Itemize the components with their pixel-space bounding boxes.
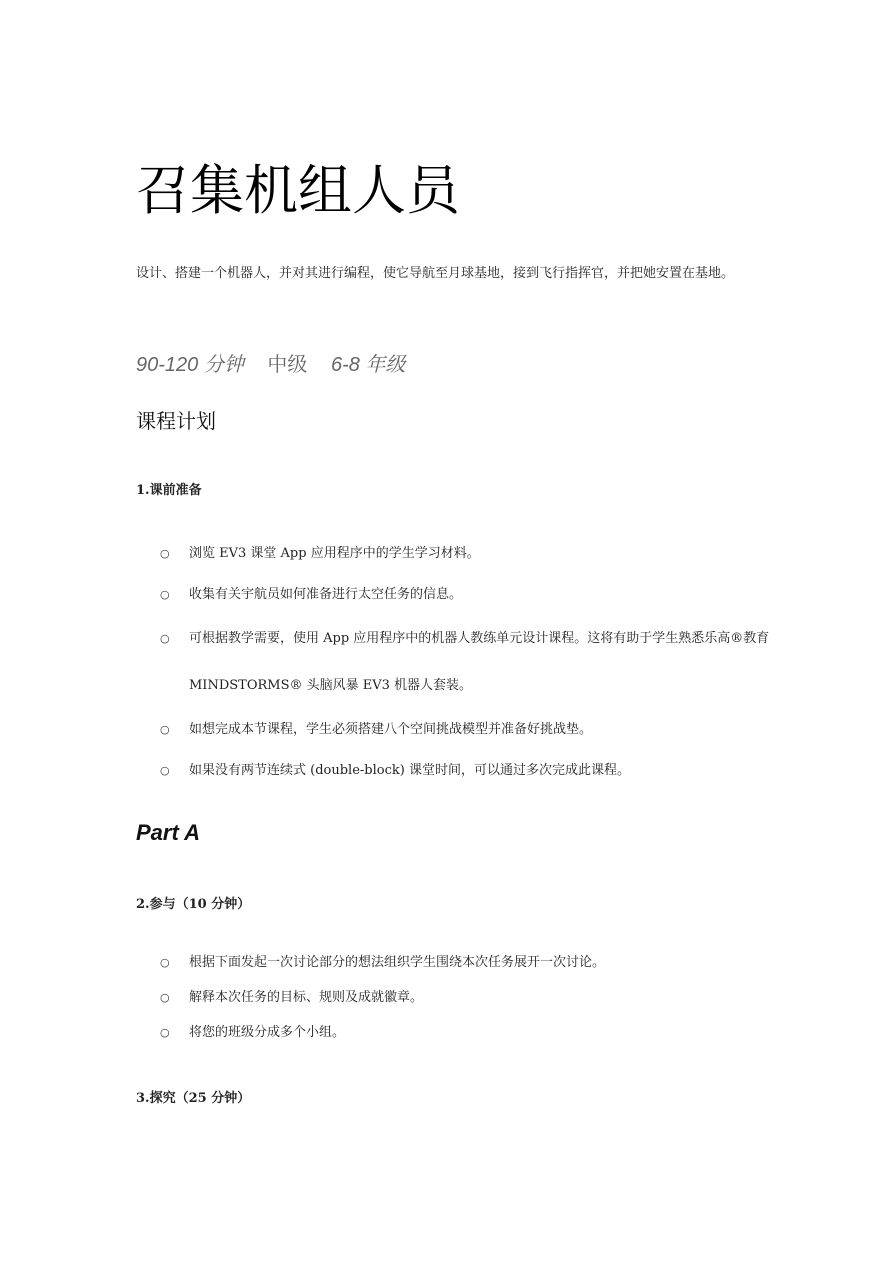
list-item: ○ 解释本次任务的目标、规则及成就徽章。 bbox=[160, 980, 770, 1015]
section-heading-prep: 1.课前准备 bbox=[136, 483, 202, 498]
part-a-heading: Part A bbox=[136, 820, 200, 845]
section-heading-explore: 3.探究（25 分钟） bbox=[136, 1091, 251, 1106]
lesson-meta bbox=[136, 348, 423, 377]
intro-paragraph: 设计、搭建一个机器人，并对其进行编程，使它导航至月球基地，接到飞行指挥官，并把她安置在基地。 bbox=[136, 266, 735, 281]
list-item: ○ 浏览 EV3 课堂 App 应用程序中的学生学习材料。 bbox=[160, 533, 770, 574]
list-item: ○ 根据下面发起一次讨论部分的想法组织学生围绕本次任务展开一次讨论。 bbox=[160, 945, 770, 980]
list-item: ○ 可根据教学需要，使用 App 应用程序中的机器人教练单元设计课程。这将有助于学生熟悉乐高®教育 MINDSTORMS® 头脑风暴 EV3 机器人套装。 bbox=[160, 615, 770, 709]
engage-list bbox=[160, 945, 770, 1050]
list-item: ○ 将您的班级分成多个小组。 bbox=[160, 1015, 770, 1050]
list-item: ○ 如想完成本节课程，学生必须搭建八个空间挑战模型并准备好挑战垫。 bbox=[160, 709, 770, 750]
grade: 6-8 年级 bbox=[330, 354, 406, 376]
section-heading-engage: 2.参与（10 分钟） bbox=[136, 897, 251, 912]
prep-list bbox=[160, 533, 770, 791]
page-title: 召集机组人员 bbox=[136, 159, 460, 222]
level: 中级 bbox=[267, 354, 308, 376]
list-item: ○ 如果没有两节连续式 (double-block) 课堂时间，可以通过多次完成此课程。 bbox=[160, 750, 770, 791]
duration: 90-120 分钟 bbox=[136, 354, 244, 376]
list-item: ○ 收集有关宇航员如何准备进行太空任务的信息。 bbox=[160, 574, 770, 615]
lesson-plan-heading: 课程计划 bbox=[136, 409, 216, 433]
